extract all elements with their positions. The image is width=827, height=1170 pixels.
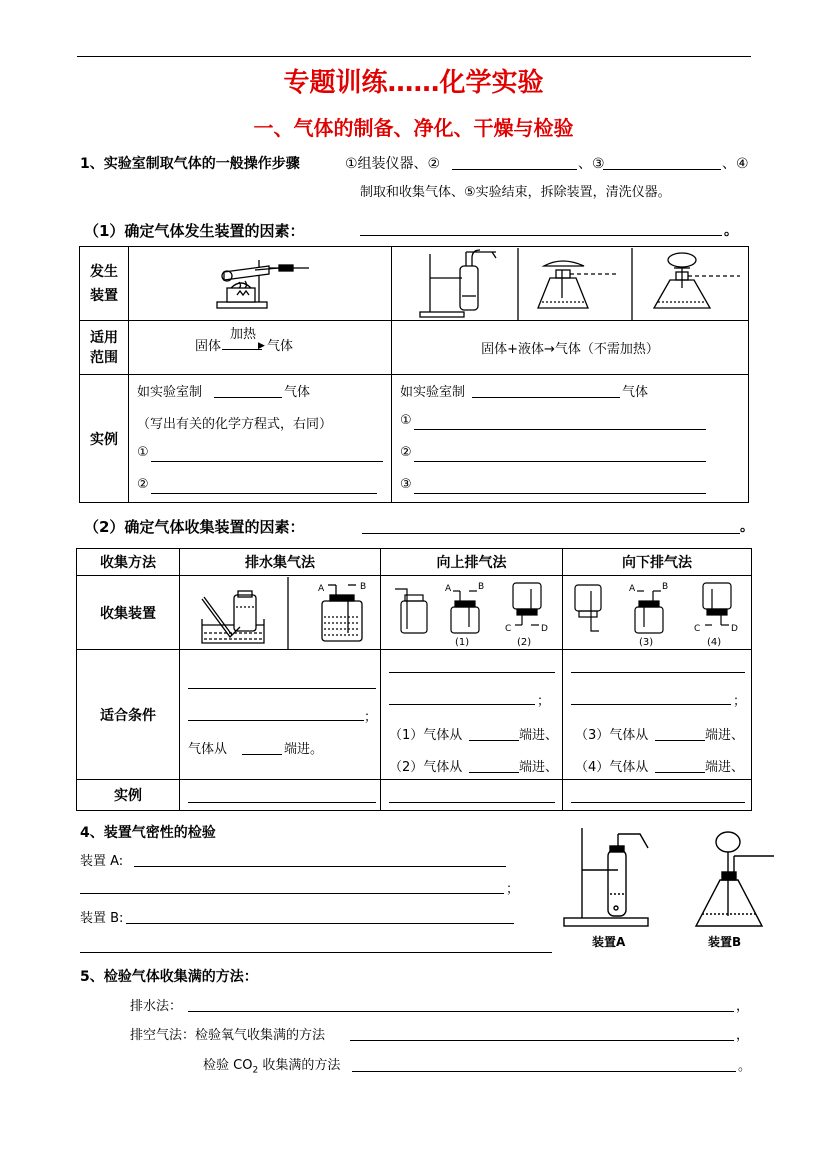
h-water: 排水集气法 bbox=[180, 549, 381, 576]
row-device-label: 发生装置 bbox=[90, 263, 118, 304]
row-device: 收集装置 bbox=[77, 576, 180, 650]
ex-right-gas-blank[interactable] bbox=[472, 397, 620, 398]
q4-heading: 4、装置气密性的检验 bbox=[80, 825, 216, 841]
down-example-blank[interactable] bbox=[571, 802, 745, 803]
range-left-cell bbox=[129, 321, 392, 375]
row-example: 实例 bbox=[77, 780, 180, 811]
down-device-cell bbox=[563, 576, 752, 650]
lab-d3: D bbox=[731, 623, 738, 634]
down-c3-end: 端进、 bbox=[705, 728, 745, 743]
gen-heading-end: 。 bbox=[724, 223, 738, 239]
q5-water-blank[interactable] bbox=[188, 1011, 734, 1012]
ex-left-eq2-blank[interactable] bbox=[151, 493, 377, 494]
q5-air: 排空气法：检验氧气收集满的方法 bbox=[130, 1028, 326, 1043]
example-left-cell bbox=[129, 375, 392, 503]
row-range-label: 适用范围 bbox=[90, 329, 118, 366]
ex-right-c2: ② bbox=[400, 445, 412, 460]
q5-period: 。 bbox=[738, 1059, 752, 1074]
lab-b2: B bbox=[478, 581, 485, 592]
q1-step3: 、③ bbox=[578, 156, 605, 172]
down-c4-end: 端进、 bbox=[705, 760, 745, 775]
up-c2-blank[interactable] bbox=[469, 772, 519, 773]
col-heading: （2）确定气体收集装置的因素： bbox=[84, 518, 305, 536]
up-example-cell bbox=[381, 780, 563, 811]
q4-a-blank-1[interactable] bbox=[134, 866, 506, 867]
airtightness-figures bbox=[552, 822, 792, 952]
caption-a: 装置A bbox=[592, 935, 626, 949]
water-example-blank[interactable] bbox=[188, 802, 376, 803]
ex-right-eq2-blank[interactable] bbox=[414, 461, 706, 462]
q4-a-blank-2[interactable] bbox=[80, 893, 504, 894]
ex-left-gas-blank[interactable] bbox=[214, 397, 282, 398]
ex-right-eq1-blank[interactable] bbox=[414, 429, 706, 430]
q5-comma-2: ， bbox=[736, 1028, 750, 1043]
ex-left-c2: ② bbox=[137, 477, 149, 492]
ex-right-prefix: 如实验室制 bbox=[400, 385, 466, 400]
downward-collection-figure bbox=[563, 577, 751, 649]
col-heading-blank[interactable] bbox=[362, 533, 740, 534]
lab-c2: C bbox=[505, 623, 512, 634]
h-down: 向下排气法 bbox=[563, 549, 752, 576]
num-3: (3) bbox=[639, 636, 654, 648]
up-cond-cell bbox=[381, 650, 563, 780]
num-4: (4) bbox=[707, 636, 722, 648]
row-cond: 适合条件 bbox=[77, 650, 180, 780]
q5-co2-label bbox=[203, 1054, 340, 1076]
gen-heading-blank[interactable] bbox=[360, 235, 722, 236]
q4-b-label: 装置 B: bbox=[80, 911, 124, 926]
q1-step1: ①组装仪器、② bbox=[345, 156, 441, 172]
q1-blank-2[interactable] bbox=[452, 169, 577, 170]
down-semi: ； bbox=[733, 694, 747, 709]
down-example-cell bbox=[563, 780, 752, 811]
ex-right-c3: ③ bbox=[400, 477, 412, 492]
q5-heading: 5、检验气体收集满的方法： bbox=[80, 969, 258, 985]
page-title: 专题训练……化学实验 bbox=[283, 68, 544, 98]
lab-a3: A bbox=[629, 583, 636, 594]
caption-b: 装置B bbox=[708, 935, 742, 949]
ex-left-eq1-blank[interactable] bbox=[151, 461, 383, 462]
up-c1-blank[interactable] bbox=[469, 740, 519, 741]
range-solid: 固体 bbox=[195, 339, 222, 354]
lab-d2: D bbox=[541, 623, 548, 634]
water-collection-figure bbox=[180, 577, 380, 649]
q1-line2: 制取和收集气体、⑤实验结束，拆除装置，清洗仪器。 bbox=[360, 185, 671, 200]
top-rule bbox=[77, 56, 751, 57]
down-cond-blank-2[interactable] bbox=[571, 704, 731, 705]
up-c2-end: 端进、 bbox=[519, 760, 559, 775]
heating-apparatus-cell bbox=[129, 247, 392, 321]
ex-left-note: （写出有关的化学方程式，右同） bbox=[137, 417, 333, 432]
q4-b-blank-2[interactable] bbox=[80, 952, 552, 953]
ex-left-c1: ① bbox=[137, 445, 149, 460]
up-c2: （2）气体从 bbox=[389, 760, 463, 775]
q4-b-blank-1[interactable] bbox=[126, 923, 514, 924]
water-cond-blank-1[interactable] bbox=[188, 688, 376, 689]
col-heading-end: 。 bbox=[740, 519, 754, 535]
down-cond-blank-1[interactable] bbox=[571, 672, 745, 673]
q5-co2-b: 收集满的方法 bbox=[258, 1058, 341, 1073]
arrow-line bbox=[222, 349, 262, 350]
down-c4: （4）气体从 bbox=[575, 760, 649, 775]
ex-left-suffix: 气体 bbox=[284, 385, 311, 400]
lab-a2: A bbox=[445, 583, 452, 594]
q4-semi: ； bbox=[506, 882, 520, 897]
ex-right-suffix: 气体 bbox=[622, 385, 649, 400]
water-end-blank[interactable] bbox=[242, 754, 282, 755]
up-cond-blank-1[interactable] bbox=[389, 672, 555, 673]
ex-left-prefix: 如实验室制 bbox=[137, 385, 203, 400]
q5-co2-a: 检验 CO bbox=[203, 1058, 253, 1073]
heat-label: 加热 bbox=[230, 327, 257, 342]
ex-right-eq3-blank[interactable] bbox=[414, 493, 706, 494]
water-semi: ； bbox=[364, 710, 378, 725]
no-heat-apparatus-figure bbox=[392, 248, 748, 320]
lab-a: A bbox=[318, 583, 325, 594]
up-c1: （1）气体从 bbox=[389, 728, 463, 743]
lab-b3: B bbox=[662, 581, 669, 592]
heating-apparatus-figure bbox=[129, 248, 391, 320]
water-example-cell bbox=[180, 780, 381, 811]
q1-step4: 、④ bbox=[722, 156, 749, 172]
q5-oxygen-blank[interactable] bbox=[350, 1040, 734, 1041]
up-semi: ； bbox=[537, 694, 551, 709]
range-right-cell: 固体+液体→气体（不需加热） bbox=[392, 321, 749, 375]
up-example-blank[interactable] bbox=[389, 802, 555, 803]
q5-co2-sub: 2 bbox=[252, 1065, 259, 1076]
collection-table bbox=[76, 548, 752, 811]
up-c1-end: 端进、 bbox=[519, 728, 559, 743]
lab-b: B bbox=[360, 581, 367, 592]
q5-water: 排水法： bbox=[130, 999, 183, 1014]
upward-collection-figure bbox=[381, 577, 562, 649]
water-device-cell bbox=[180, 576, 381, 650]
up-cond-blank-2[interactable] bbox=[389, 704, 535, 705]
generation-table bbox=[79, 246, 749, 503]
down-c4-blank[interactable] bbox=[655, 772, 705, 773]
q5-comma-1: ， bbox=[736, 999, 750, 1014]
page-subtitle: 一、气体的制备、净化、干燥与检验 bbox=[253, 116, 574, 140]
down-cond-cell bbox=[563, 650, 752, 780]
gen-heading: （1）确定气体发生装置的因素： bbox=[84, 222, 305, 240]
num-2: (2) bbox=[517, 636, 532, 648]
no-heat-apparatus-cell bbox=[392, 247, 749, 321]
h-method: 收集方法 bbox=[77, 549, 180, 576]
q1-prefix: 1、实验室制取气体的一般操作步骤 bbox=[80, 156, 300, 172]
example-right-cell bbox=[392, 375, 749, 503]
down-c3: （3）气体从 bbox=[575, 728, 649, 743]
water-cond-blank-2[interactable] bbox=[188, 720, 364, 721]
ex-right-c1: ① bbox=[400, 413, 412, 428]
q1-blank-3[interactable] bbox=[603, 169, 721, 170]
water-gasfrom: 气体从 bbox=[188, 742, 228, 757]
h-up: 向上排气法 bbox=[381, 549, 563, 576]
arrow-head: ▶ bbox=[258, 341, 265, 351]
q5-co2-blank[interactable] bbox=[352, 1071, 736, 1072]
up-device-cell bbox=[381, 576, 563, 650]
water-endin: 端进。 bbox=[284, 742, 324, 757]
num-1: (1) bbox=[455, 636, 470, 648]
row-example-label: 实例 bbox=[90, 431, 118, 448]
down-c3-blank[interactable] bbox=[655, 740, 705, 741]
water-cond-cell bbox=[180, 650, 381, 780]
lab-c3: C bbox=[694, 623, 701, 634]
q4-a-label: 装置 A: bbox=[80, 854, 124, 869]
range-gas: 气体 bbox=[267, 339, 294, 354]
